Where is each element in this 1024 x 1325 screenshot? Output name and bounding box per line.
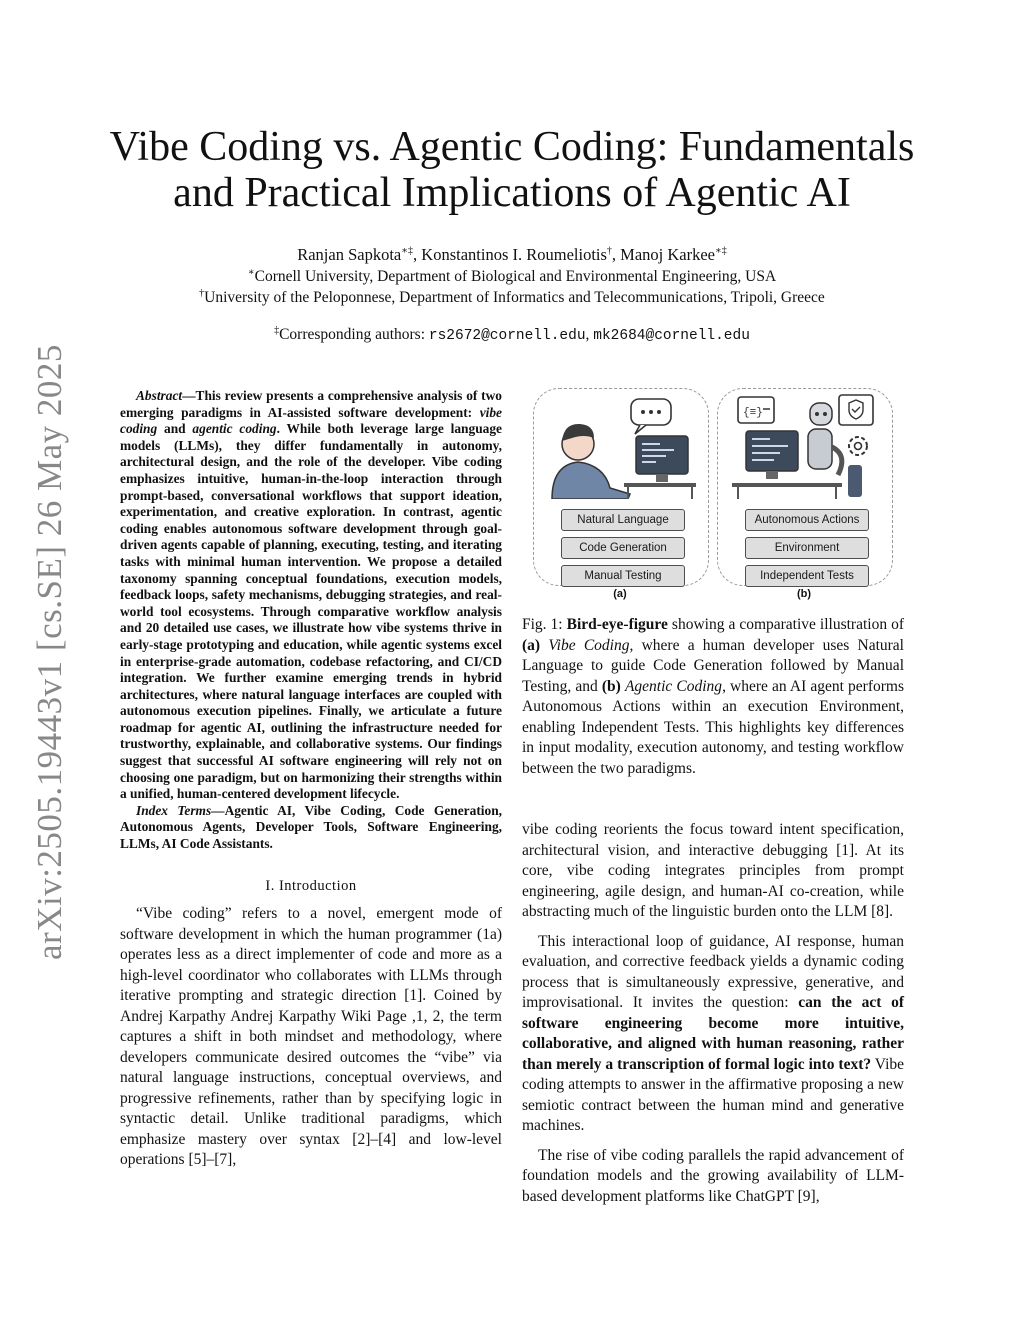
caption-text: , where an AI agent performs Autonomous Actions within an execution Environment, enabling Independent Tests. This highlights key differences in input modality, execution autonomy, and testing workflow between the two paradigms. xyxy=(522,677,904,777)
abstract-text: . While both leverage large language models (LLMs), they differ fundamentally in autonomy, architectural design, and the role of the developer. Vibe coding emphasizes intuitive, human-in-the-loop interaction through prompt-based, conversational workflows that support ideation, experimentation, and creative exploration. In contrast, agentic coding enables autonomous software development through goal-driven agents capable of planning, executing, testing, and iterating tasks with minimal human intervention. We propose a detailed taxonomy spanning conceptual foundations, execution models, feedback loops, safety mechanisms, debugging strategies, and real-world tool ecosystems. Through comparative workflow analysis and 20 detailed use cases, we illustrate how vibe systems thrive in early-stage prototyping and education, while agentic systems excel in enterprise-grade automation, codebase refactoring, and CI/CD integration. We further examine emerging trends in hybrid architectures, where natural language interfaces are coupled with autonomous execution pipelines. Finally, we articulate a future roadmap for agentic AI, outlining the infrastructure needed for trustworthy, explainable, and collaborative systems. Our findings suggest that successful AI software engineering will rely not on choosing one paradigm, but on harmonizing their strengths within a unified, human-centered development lifecycle. xyxy=(120,421,502,802)
abstract-label: Abstract xyxy=(136,388,183,403)
abstract: Abstract—This review presents a comprehensive analysis of two emerging paradigms in AI-assisted software development: vibe coding and agentic coding. While both leverage large language models (LLMs), they differ fundamentally in autonomy, architectural design, and the role of the developer. Vibe coding emphasizes intuitive, human-in-the-loop interaction through prompt-based, conversational workflows that support ideation, experimentation, and creative exploration. In contrast, agentic coding enables autonomous software development through goal-driven agents capable of planning, executing, testing, and iterating tasks with minimal human intervention. We propose a detailed taxonomy spanning conceptual foundations, execution models, feedback loops, safety mechanisms, debugging strategies, and real-world tool ecosystems. Through comparative workflow analysis and 20 detailed use cases, we illustrate how vibe systems thrive in early-stage prototyping and education, while agentic systems excel in enterprise-grade automation, codebase refactoring, and CI/CD integration. We further examine emerging trends in hybrid architectures, where natural language interfaces are coupled with autonomous execution pipelines. Finally, we articulate a future roadmap for agentic AI, outlining the infrastructure needed for trustworthy, explainable, and collaborative systems. Our findings suggest that successful AI software engineering will rely not on choosing one paradigm, but on harmonizing their strengths within a unified, human-centered development lifecycle. xyxy=(120,388,502,802)
arxiv-identifier[interactable]: arXiv:2505.19443v1 [cs.SE] 26 May 2025 xyxy=(30,344,69,960)
intro-paragraph: vibe coding reorients the focus toward intent specification, architectural vision, and interactive debugging [1]. At its core, vibe coding integrates principles from prompt engineering, agile design, and human-AI co-creation, while abstracting much of the linguistic burden onto the LLM [8]. xyxy=(522,821,904,920)
caption-label: (b) xyxy=(601,677,621,695)
author-name: Manoj Karkee xyxy=(620,245,715,264)
figure-panel-vibe xyxy=(533,388,709,586)
svg-text:{≡}: {≡} xyxy=(743,407,763,419)
figure-panel-agentic xyxy=(717,388,893,586)
index-terms-label: Index Terms xyxy=(136,802,212,818)
panel-label-a: (a) xyxy=(613,588,627,600)
right-column xyxy=(522,820,904,1207)
author-line: Ranjan Sapkota∗‡, Konstantinos I. Roumeliotis†, Manoj Karkee∗‡ xyxy=(297,245,727,264)
monitor-icon xyxy=(746,431,798,471)
abstract-text: and xyxy=(157,421,193,437)
abstract-text: This review presents a comprehensive analysis of two emerging paradigms in AI-assisted software development: xyxy=(120,388,502,420)
gear-icon xyxy=(849,437,867,455)
key-question: can the act of software engineering become more intuitive, collaborative, and aligned with human reasoning, rather than merely a transcription of formal logic into text? xyxy=(522,994,904,1073)
caption-italic: Vibe Coding xyxy=(548,636,630,654)
tag-manual-testing: Manual Testing xyxy=(561,565,685,587)
tag-code-generation: Code Generation xyxy=(561,537,685,559)
panel-label-b: (b) xyxy=(796,588,812,600)
intro-paragraph: “Vibe coding” refers to a novel, emergent mode of software development in which the human programmer (1a) operates less as a direct implementer of code and more as a high-level coordinator who collaborates with LLMs through iterative prompting and strategic direction [1]. Coined by Andrej Karpathy Andrej Karpathy Wiki Page ,1, 2, the term captures a shift in both mindset and methodology, where developers communicate desired outcomes the “vibe” via natural language instructions, conceptual overviews, and progressive refinements, rather than by specifying logic in syntactic detail. Unlike traditional paradigms, which emphasize mastery over syntax [2]–[4] and low-level operations [5]–[7], xyxy=(120,905,502,1169)
section-heading: I. Introduction xyxy=(265,877,357,894)
human-developer-illustration xyxy=(534,389,708,499)
tag-independent-tests: Independent Tests xyxy=(745,565,869,587)
intro-paragraph xyxy=(522,932,904,1137)
tag-natural-language: Natural Language xyxy=(561,509,685,531)
caption-italic: Agentic Coding xyxy=(624,677,723,695)
tag-environment: Environment xyxy=(745,537,869,559)
corresponding-mark: ‡ xyxy=(274,324,280,336)
index-terms-text: Agentic AI, Vibe Coding, Code Generation, Autonomous Agents, Developer Tools, Software Engineering, LLMs, AI Code Assistants. xyxy=(120,802,502,852)
author-marks: ∗‡ xyxy=(401,245,414,257)
caption-number: Fig. 1: xyxy=(522,616,567,633)
affiliation-mark: ∗ xyxy=(247,266,255,278)
email-link[interactable]: mk2684@cornell.edu xyxy=(593,328,750,344)
figure-caption xyxy=(522,615,904,779)
tag-autonomous-actions: Autonomous Actions xyxy=(745,509,869,531)
affiliation-text: University of the Peloponnese, Department of Informatics and Telecommunications, Tripoli, Greece xyxy=(204,289,825,306)
index-terms: Index Terms—Agentic AI, Vibe Coding, Code Generation, Autonomous Agents, Developer Tools, Software Engineering, LLMs, AI Code Assistants. xyxy=(120,802,502,852)
abstract-term: vibe coding xyxy=(120,404,502,437)
email-link[interactable]: rs2672@cornell.edu xyxy=(428,328,586,344)
author-marks: † xyxy=(606,245,612,257)
paper-title: Vibe Coding vs. Agentic Coding: Fundamentals and Practical Implications of Agentic AI xyxy=(109,124,915,216)
affiliation-mark: † xyxy=(199,287,205,299)
abstract-term: agentic coding xyxy=(192,421,277,437)
paragraph-text: This interactional loop of guidance, AI response, human evaluation, and corrective feedback yields a dynamic coding process that is simultaneously expressive, generative, and improvisational. It invites the question: xyxy=(522,932,904,1011)
corresponding-label: Corresponding authors: xyxy=(279,326,429,343)
affiliation-cornell xyxy=(100,267,924,287)
caption-text: , where a human developer uses Natural Language to guide Code Generation followed by Manual Testing, and xyxy=(522,636,904,695)
author-name: Ranjan Sapkota xyxy=(297,245,402,264)
corresponding-authors: ‡Corresponding authors: rs2672@cornell.edu, mk2684@cornell.edu xyxy=(274,324,750,344)
author-marks: ∗‡ xyxy=(715,245,727,257)
left-column xyxy=(120,388,502,1171)
caption-label: (a) xyxy=(522,636,541,654)
robot-head-icon xyxy=(810,403,832,425)
affiliation-text: Cornell University, Department of Biological and Environmental Engineering, USA xyxy=(254,268,777,285)
intro-paragraph: The rise of vibe coding parallels the rapid advancement of foundation models and the growing availability of LLM-based development platforms like ChatGPT [9], xyxy=(522,1146,904,1205)
figure-1 xyxy=(527,386,905,604)
paragraph-text: Vibe coding attempts to answer in the affirmative proposing a new semiotic contract between the human mind and generative machines. xyxy=(522,1055,905,1134)
affiliation-peloponnese xyxy=(100,288,924,308)
caption-text: showing a comparative illustration of xyxy=(667,616,904,633)
caption-bold: Bird-eye-figure xyxy=(566,616,668,633)
ai-agent-illustration xyxy=(718,389,892,499)
author-name: Konstantinos I. Roumeliotis xyxy=(421,245,607,264)
